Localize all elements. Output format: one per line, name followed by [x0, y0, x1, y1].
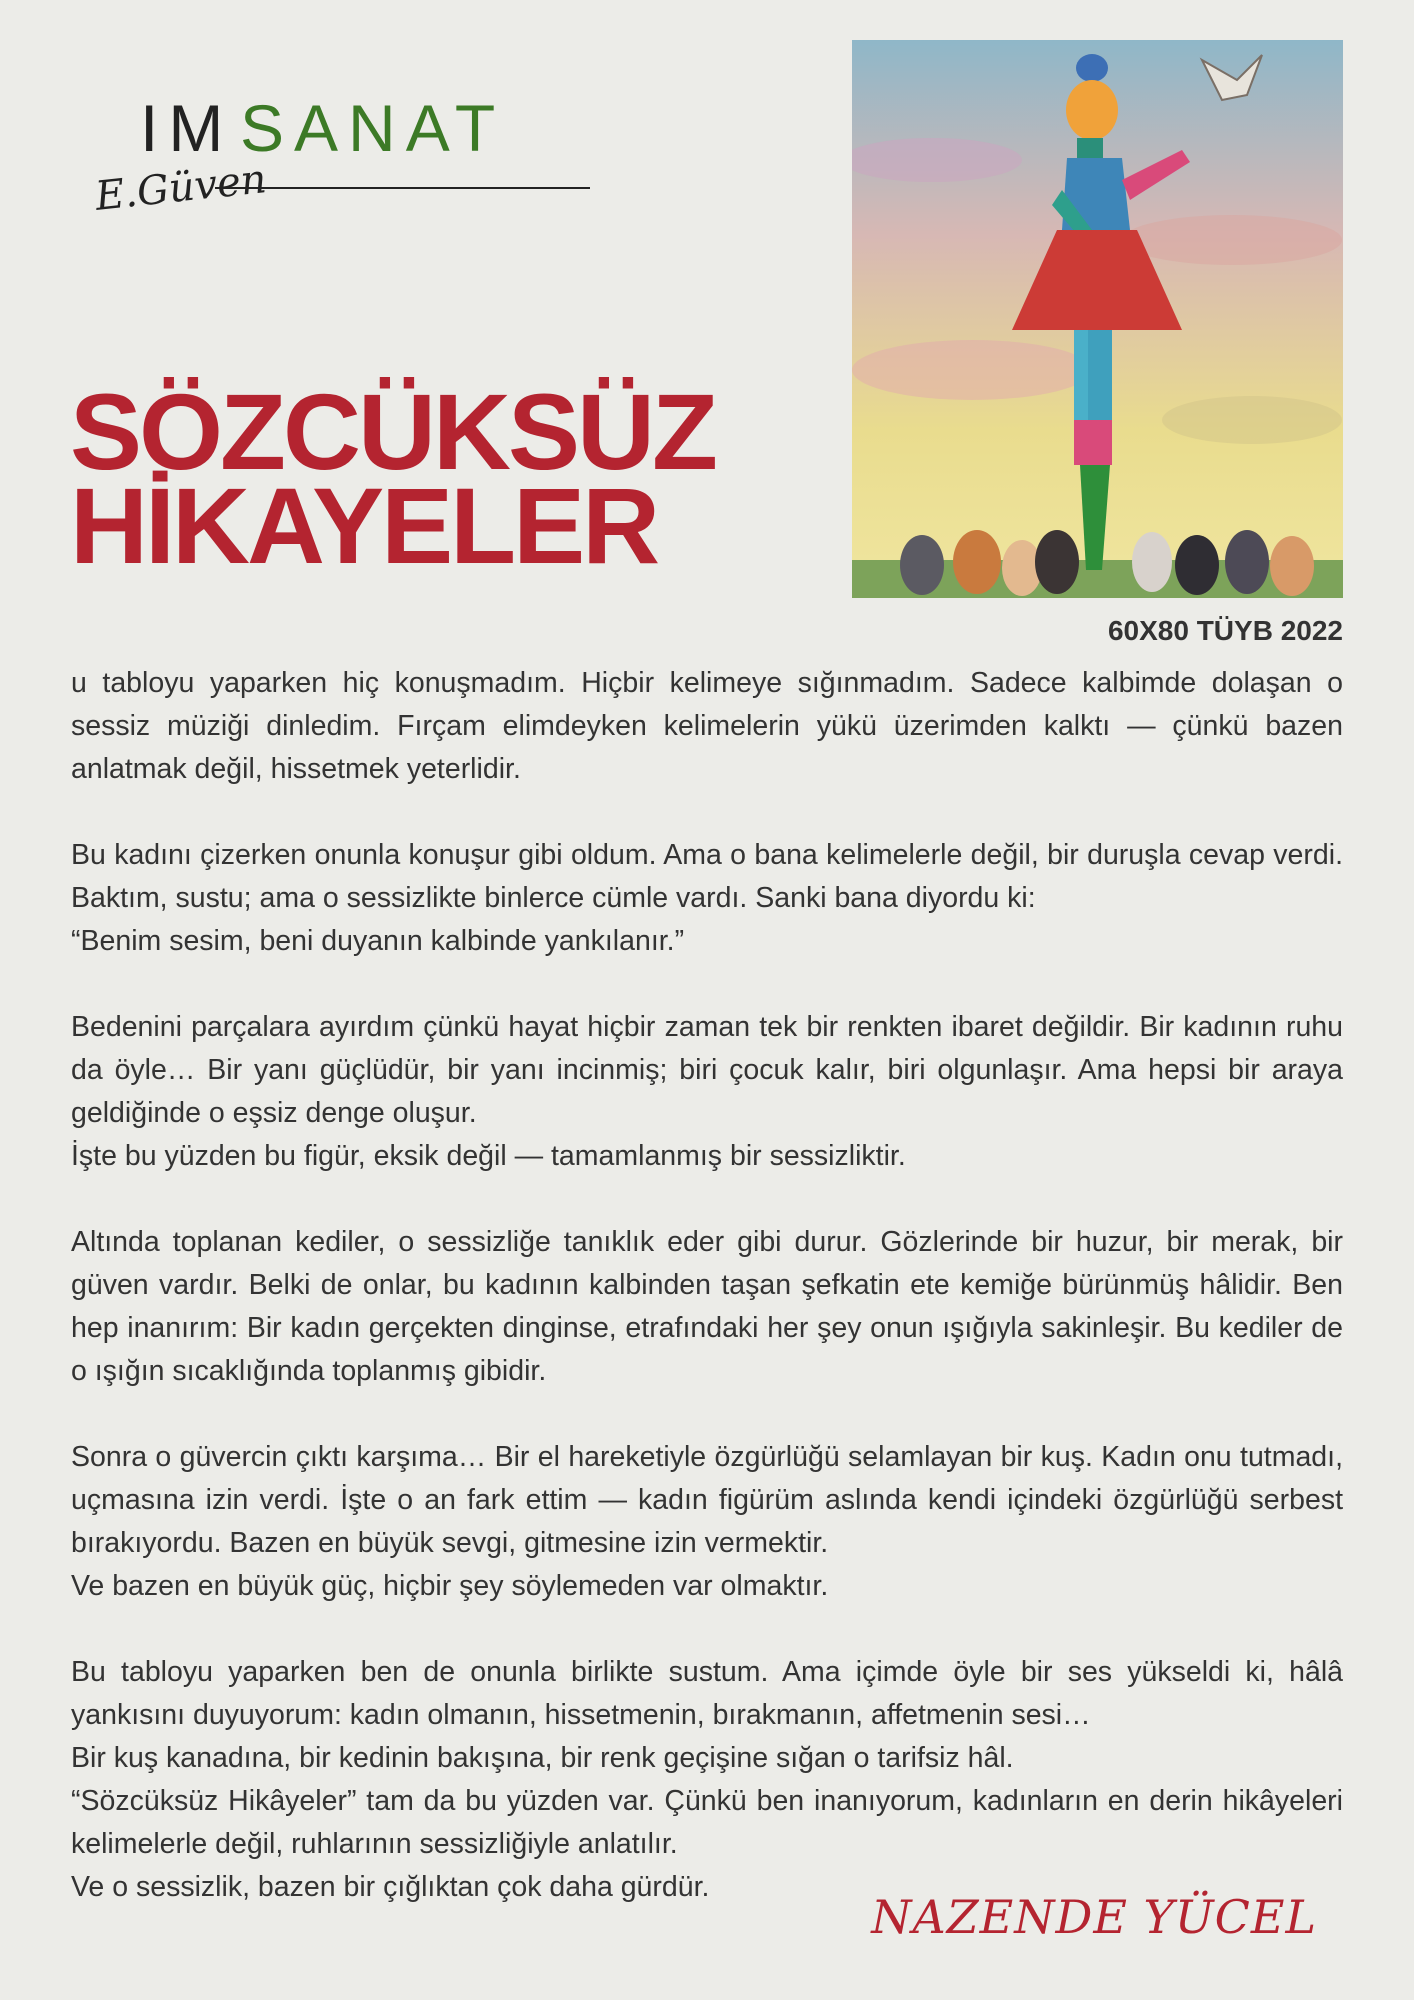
- logo-im: IM: [140, 91, 234, 165]
- title-line-2: HİKAYELER: [70, 465, 658, 586]
- paragraph-line: Altında toplanan kediler, o sessizliğe tanıklık eder gibi durur. Gözlerinde bir huzur, bir merak, bir güven vardır. Belki de onlar, bu kadının kalbinden taşan şefkatin ete kemiğe bürünmüş hâlidir. Ben hep inanırım: Bir kadın gerçekten dinginse, etrafındaki her şey onun ışığıyla sakinleşir. Bu kediler de o ışığın sıcaklığında toplanmış gibidir.: [71, 1226, 1343, 1387]
- page-title: [70, 371, 715, 586]
- logo: [93, 91, 515, 235]
- paragraph-line: Bu kadını çizerken onunla konuşur gibi oldum. Ama o bana kelimelerle değil, bir duruşla cevap verdi. Baktım, sustu; ama o sessizlikte binlerce cümle vardı. Sanki bana diyordu ki:: [71, 839, 1343, 914]
- paragraph-1: [71, 662, 1343, 791]
- painting-image: [852, 40, 1343, 598]
- logo-underline: [215, 187, 590, 189]
- paragraph-line: Bu tabloyu yaparken ben de onunla birlikte sustum. Ama içimde öyle bir ses yükseldi ki, hâlâ yankısını duyuyorum: kadın olmanın, hissetmenin, bırakmanın, affetmenin sesi…: [71, 1656, 1343, 1731]
- paragraph-5: [71, 1436, 1343, 1608]
- paragraph-line: “Sözcüksüz Hikâyeler” tam da bu yüzden var. Çünkü ben inanıyorum, kadınların en derin hikâyeleri kelimelerle değil, ruhlarının sessizliğiyle anlatılır.: [71, 1785, 1343, 1860]
- paragraph-line: Ve o sessizlik, bazen bir çığlıktan çok daha gürdür.: [71, 1871, 710, 1903]
- logo-signature: E.Güven: [93, 156, 269, 220]
- paragraph-line: u tabloyu yaparken hiç konuşmadım. Hiçbir kelimeye sığınmadım. Sadece kalbimde dolaşan o sessiz müziği dinledim. Fırçam elimdeyken kelimelerin yükü üzerimden kalktı — çünkü bazen anlatmak değil, hissetmek yeterlidir.: [71, 667, 1343, 785]
- paragraph-6: [71, 1651, 1343, 1909]
- paragraph-line: Bir kuş kanadına, bir kedinin bakışına, bir renk geçişine sığan o tarifsiz hâl.: [71, 1742, 1014, 1774]
- paragraph-line: Sonra o güvercin çıktı karşıma… Bir el hareketiyle özgürlüğü selamlayan bir kuş. Kadın onu tutmadı, uçmasına izin verdi. İşte o an fark ettim — kadın figürüm aslında kendi içindeki özgürlüğü serbest bırakıyordu. Bazen en büyük sevgi, gitmesine izin vermektir.: [71, 1441, 1343, 1559]
- paragraph-4: [71, 1221, 1343, 1393]
- logo-sanat: SANAT: [240, 91, 506, 165]
- author-signature: NAZENDE YÜCEL: [871, 1890, 1317, 1944]
- painting-caption: 60X80 TÜYB 2022: [1107, 615, 1343, 646]
- paragraph-line: Bedenini parçalara ayırdım çünkü hayat hiçbir zaman tek bir renkten ibaret değildir. Bir kadının ruhu da öyle… Bir yanı güçlüdür, bir yanı incinmiş; biri çocuk kalır, biri olgunlaşır. Ama hepsi bir araya geldiğinde o eşsiz denge oluşur.: [71, 1011, 1343, 1129]
- title-line-1: SÖZCÜKSÜZ: [70, 371, 715, 492]
- article-body: [71, 662, 1343, 1952]
- paragraph-line: “Benim sesim, beni duyanın kalbinde yankılanır.”: [71, 925, 685, 957]
- paragraph-line: Ve bazen en büyük güç, hiçbir şey söylemeden var olmaktır.: [71, 1570, 829, 1602]
- paragraph-line: İşte bu yüzden bu figür, eksik değil — tamamlanmış bir sessizliktir.: [71, 1140, 906, 1172]
- paragraph-3: [71, 1006, 1343, 1178]
- paragraph-2: [71, 834, 1343, 963]
